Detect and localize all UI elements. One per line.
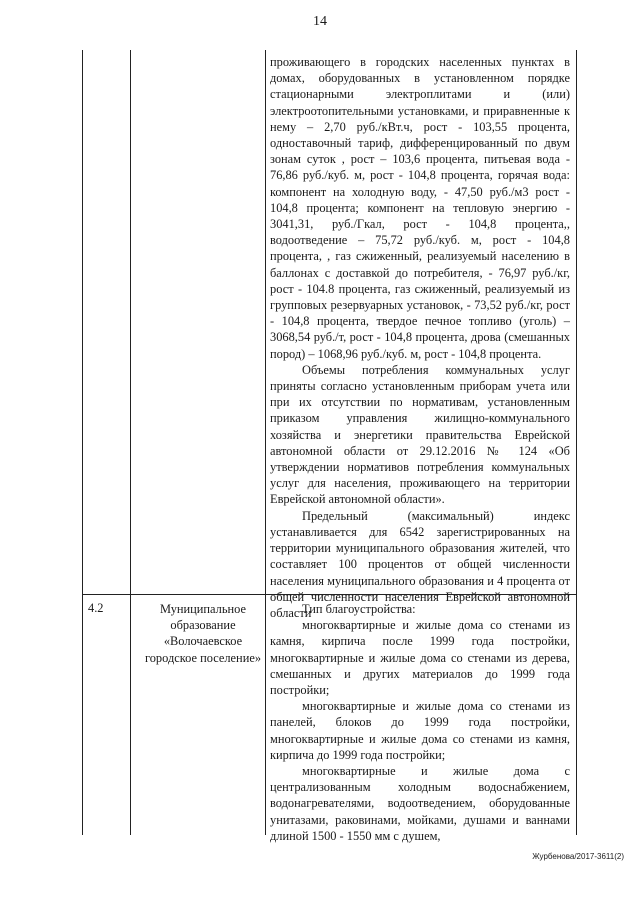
page-number: 14	[313, 14, 327, 29]
row-number: 4.2	[88, 601, 104, 615]
index-limit-paragraph: Предельный (максимальный) индекс устанавливается для 6542 зарегистрированных на территории муниципального образования жителей, что составляет 100 процентов от общей численности населения муниципального образования и 4 процента от общей численности населения Еврейской автономной области	[270, 508, 570, 620]
upper-row-description	[270, 54, 570, 621]
tariff-paragraph: проживающего в городских населенных пунктах в домах, оборудованных в установленном порядке стационарными электроплитами и (или) электроотопительными установками, и приравненные к нему – 2,70 руб./кВт.ч, рост - 103,55 процента, одноставочный тариф, дифференцированный по двум зонам суток , рост – 103,6 процента, питьевая вода - 76,86 руб./куб. м, рост - 104,8 процента, горячая вода: компонент на холодную воду, - 47,50 руб./м3 рост - 104,8 процента; компонент на тепловую энергию - 3041,31, руб./Гкал, рост - 104,8 процента,, водоотведение – 75,72 руб./куб. м, рост - 104,8 процента, , газ сжиженный, реализуемый населению в баллонах с доставкой до потребителя, - 76,97 руб./кг, рост - 104.8 процента, газ сжиженный, реализуемый из групповых резервуарных установок, - 73,52 руб./кг, рост - 104,8 процента, твердое печное топливо (уголь) – 3068,54 руб./т, рост - 104,8 процента, дрова (смешанных пород) – 1068,96 руб./куб. м, рост - 104,8 процента.	[270, 55, 570, 361]
tariff-table	[82, 50, 577, 843]
improvement-type-heading: Тип благоустройства:	[302, 602, 416, 616]
improvement-type-description	[270, 601, 570, 844]
municipality-name: Муниципальное образование «Волочаевское городское поселение»	[144, 602, 262, 665]
table-column-divider-1	[130, 50, 131, 835]
building-type-paragraph: многоквартирные и жилые дома со стенами из камня, кирпича после 1999 года постройки, многоквартирные и жилые дома со стенами из дерева, смешанных и других материалов до 1999 года постройки;	[270, 618, 570, 698]
building-type-paragraph: многоквартирные и жилые дома с централизованным холодным водоснабжением, водонагревателями, водоотведением, оборудованные унитазами, раковинами, мойками, душами и ваннами длиной 1500 - 1550 мм с душем,	[270, 764, 570, 843]
table-border-left	[82, 50, 83, 835]
building-type-paragraph: многоквартирные и жилые дома со стенами из панелей, блоков до 1999 года постройки, многоквартирные и жилые дома со стенами из камня, кирпича до 1999 года постройки;	[270, 699, 570, 762]
table-border-right	[576, 50, 577, 835]
consumption-volume-paragraph: Объемы потребления коммунальных услуг приняты согласно установленным приборам учета или при их отсутствии по нормативам, установленным приказом управления жилищно-коммунального хозяйства и энергетики правительства Еврейской автономной области от 29.12.2016 № 124 «Об утверждении нормативов потребления коммунальных услуг для населения, проживающего на территории Еврейской автономной области».	[270, 362, 570, 507]
document-reference: Журбенова/2017-3611(2)	[532, 852, 624, 861]
table-column-divider-2	[265, 50, 266, 835]
